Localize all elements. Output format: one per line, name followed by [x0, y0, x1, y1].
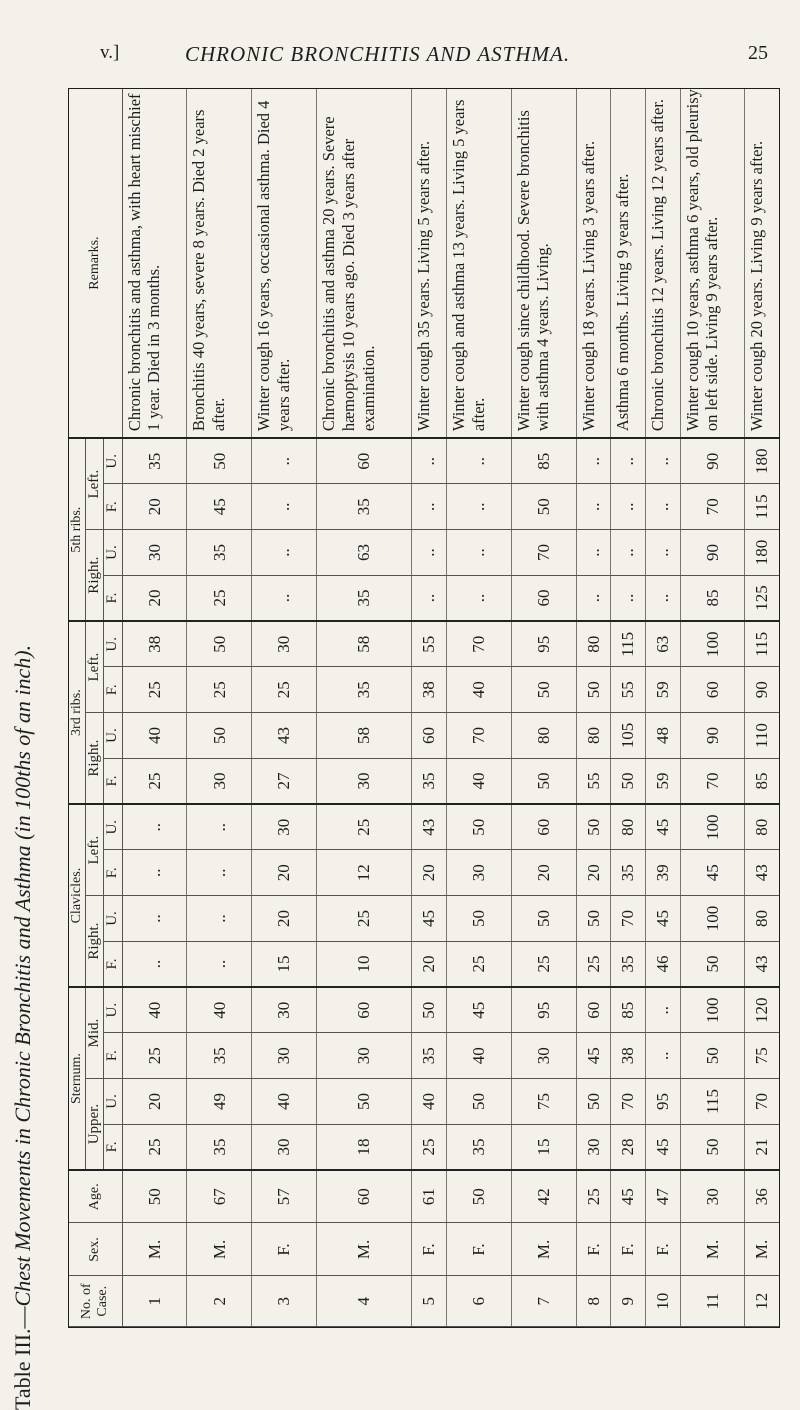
table-cell: 40: [446, 758, 511, 804]
table-row: [446, 89, 511, 1327]
table-cell: 95: [645, 1079, 680, 1125]
table-cell: ..: [252, 530, 317, 576]
hdr-f: F.: [104, 667, 122, 713]
table-cell: 70: [511, 530, 576, 576]
table-cell: ..: [122, 850, 187, 896]
table-cell: 20: [252, 850, 317, 896]
table-cell: 60: [317, 1170, 412, 1223]
table-cell: 38: [412, 667, 447, 713]
table-cell: ..: [645, 438, 680, 484]
group-5th-ribs: 5th ribs.: [69, 438, 86, 621]
table-cell: 50: [122, 1170, 187, 1223]
table-cell: F.: [576, 1223, 611, 1276]
group-sternum: Sternum.: [69, 987, 86, 1170]
table-cell: 50: [187, 438, 252, 484]
table-cell: 105: [611, 713, 646, 759]
table-cell: 2: [187, 1276, 252, 1327]
table-container: [68, 88, 780, 1328]
table-cell: ..: [187, 941, 252, 987]
table-cell: M.: [745, 1223, 779, 1276]
table-cell: 60: [511, 575, 576, 621]
table-cell: 59: [645, 667, 680, 713]
table-cell: 50: [511, 758, 576, 804]
table-row: [745, 89, 779, 1327]
table-cell: ..: [412, 575, 447, 621]
table-row: [680, 89, 745, 1327]
table-cell: 60: [412, 713, 447, 759]
table-cell: F.: [611, 1223, 646, 1276]
table-cell: 45: [645, 804, 680, 850]
table-cell: 1: [122, 1276, 187, 1327]
table-cell: 30: [446, 850, 511, 896]
table-cell: 85: [680, 575, 745, 621]
table-cell: 6: [446, 1276, 511, 1327]
caption-title: Chest Movements in Chronic Bronchitis and Asthma: [10, 845, 35, 1307]
table-cell: 25: [122, 667, 187, 713]
table-cell: ..: [645, 987, 680, 1033]
table-cell: 35: [446, 1124, 511, 1170]
table-cell: 35: [122, 438, 187, 484]
table-cell: 61: [412, 1170, 447, 1223]
sub-rib3-right: Right.: [86, 713, 104, 804]
table-cell: 50: [576, 1079, 611, 1125]
table-cell: 46: [645, 941, 680, 987]
remarks-cell: Chronic bronchitis and asthma, with heart mischief 1 year. Died in 3 months.: [122, 89, 187, 438]
table-cell: ..: [446, 438, 511, 484]
table-cell: 35: [412, 1033, 447, 1079]
table-cell: 12: [317, 850, 412, 896]
table-cell: 180: [745, 530, 779, 576]
table-cell: 30: [680, 1170, 745, 1223]
table-cell: 10: [645, 1276, 680, 1327]
table-cell: ..: [645, 530, 680, 576]
remarks-cell: Winter cough since childhood. Severe bronchitis with asthma 4 years. Living.: [511, 89, 576, 438]
table-cell: 25: [446, 941, 511, 987]
table-cell: 95: [511, 621, 576, 667]
table-cell: ..: [446, 484, 511, 530]
table-cell: 80: [745, 896, 779, 942]
hdr-f: F.: [104, 575, 122, 621]
table-body: [122, 89, 779, 1327]
group-clavicles: Clavicles.: [69, 804, 86, 987]
table-cell: 70: [446, 713, 511, 759]
sub-clav-left: Left.: [86, 804, 104, 896]
table-cell: 50: [412, 987, 447, 1033]
remarks-cell: Winter cough 10 years, asthma 6 years, old pleurisy on left side. Living 9 years after.: [680, 89, 745, 438]
table-cell: F.: [252, 1223, 317, 1276]
table-cell: 8: [576, 1276, 611, 1327]
table-cell: 5: [412, 1276, 447, 1327]
table-cell: 115: [611, 621, 646, 667]
table-cell: 28: [611, 1124, 646, 1170]
table-cell: 60: [576, 987, 611, 1033]
table-cell: 55: [412, 621, 447, 667]
table-cell: 25: [122, 1033, 187, 1079]
sub-rib3-left: Left.: [86, 621, 104, 713]
table-cell: 30: [252, 1124, 317, 1170]
table-cell: 25: [576, 941, 611, 987]
table-cell: 35: [317, 575, 412, 621]
table-cell: 80: [611, 804, 646, 850]
table-cell: 57: [252, 1170, 317, 1223]
table-cell: ..: [576, 438, 611, 484]
table-cell: 50: [680, 1124, 745, 1170]
table-cell: 60: [511, 804, 576, 850]
table-cell: 25: [122, 758, 187, 804]
table-cell: 70: [745, 1079, 779, 1125]
table-cell: 40: [187, 987, 252, 1033]
table-cell: 48: [645, 713, 680, 759]
table-cell: ..: [187, 850, 252, 896]
hdr-f: F.: [104, 1124, 122, 1170]
table-row: [412, 89, 447, 1327]
hdr-u: U.: [104, 987, 122, 1033]
sub-rib5-left: Left.: [86, 438, 104, 529]
table-cell: 39: [645, 850, 680, 896]
table-cell: 11: [680, 1276, 745, 1327]
table-cell: ..: [645, 575, 680, 621]
table-cell: 43: [745, 941, 779, 987]
table-cell: ..: [611, 438, 646, 484]
caption-suffix: (in 100ths of an inch).: [10, 644, 35, 840]
table-cell: 25: [187, 667, 252, 713]
table-cell: F.: [446, 1223, 511, 1276]
table-cell: 47: [645, 1170, 680, 1223]
table-cell: ..: [412, 484, 447, 530]
remarks-cell: Bronchitis 40 years, severe 8 years. Died 2 years after.: [187, 89, 252, 438]
table-cell: 115: [745, 621, 779, 667]
table-cell: 60: [680, 667, 745, 713]
table-cell: 80: [576, 621, 611, 667]
table-cell: 45: [680, 850, 745, 896]
hdr-f: F.: [104, 484, 122, 530]
col-sex: Sex.: [69, 1223, 122, 1276]
remarks-cell: Winter cough 18 years. Living 3 years after.: [576, 89, 611, 438]
table-cell: 55: [576, 758, 611, 804]
remarks-cell: Winter cough 35 years. Living 5 years after.: [412, 89, 447, 438]
table-cell: 90: [745, 667, 779, 713]
table-cell: 20: [122, 484, 187, 530]
col-age: Age.: [69, 1170, 122, 1223]
table-row: [645, 89, 680, 1327]
table-cell: 30: [511, 1033, 576, 1079]
table-cell: ..: [412, 438, 447, 484]
table-cell: 50: [511, 667, 576, 713]
hdr-u: U.: [104, 621, 122, 667]
table-cell: 21: [745, 1124, 779, 1170]
table-cell: 70: [680, 484, 745, 530]
table-cell: 43: [745, 850, 779, 896]
table-cell: 45: [645, 896, 680, 942]
table-cell: 40: [252, 1079, 317, 1125]
table-cell: 50: [446, 804, 511, 850]
table-row: [611, 89, 646, 1327]
table-cell: 35: [187, 530, 252, 576]
sub-mid: Mid.: [86, 987, 104, 1078]
table-cell: 49: [187, 1079, 252, 1125]
table-cell: ..: [576, 484, 611, 530]
table-cell: 25: [576, 1170, 611, 1223]
table-cell: 100: [680, 621, 745, 667]
table-cell: 50: [511, 484, 576, 530]
table-cell: 35: [317, 484, 412, 530]
table-cell: 35: [611, 850, 646, 896]
hdr-f: F.: [104, 941, 122, 987]
hdr-f: F.: [104, 850, 122, 896]
table-cell: 50: [680, 1033, 745, 1079]
table-cell: F.: [412, 1223, 447, 1276]
remarks-cell: Winter cough 16 years, occasional asthma. Died 4 years after.: [252, 89, 317, 438]
table-cell: F.: [645, 1223, 680, 1276]
hdr-f: F.: [104, 758, 122, 804]
table-cell: 36: [745, 1170, 779, 1223]
table-cell: 60: [317, 438, 412, 484]
hdr-u: U.: [104, 804, 122, 850]
remarks-cell: Asthma 6 months. Living 9 years after.: [611, 89, 646, 438]
hdr-u: U.: [104, 438, 122, 484]
table-cell: 25: [412, 1124, 447, 1170]
table-cell: 35: [187, 1033, 252, 1079]
table-cell: 115: [745, 484, 779, 530]
table-cell: 18: [317, 1124, 412, 1170]
table-cell: 20: [511, 850, 576, 896]
table-cell: 27: [252, 758, 317, 804]
table-cell: 85: [611, 987, 646, 1033]
table-cell: 20: [412, 850, 447, 896]
table-cell: ..: [611, 484, 646, 530]
table-cell: M.: [317, 1223, 412, 1276]
table-cell: 50: [611, 758, 646, 804]
table-cell: 45: [412, 896, 447, 942]
table-cell: 75: [745, 1033, 779, 1079]
table-cell: 30: [252, 1033, 317, 1079]
table-cell: ..: [122, 896, 187, 942]
sub-clav-right: Right.: [86, 896, 104, 987]
table-cell: 25: [122, 1124, 187, 1170]
table-cell: 7: [511, 1276, 576, 1327]
table-cell: 50: [317, 1079, 412, 1125]
table-cell: 90: [680, 713, 745, 759]
table-cell: 50: [187, 713, 252, 759]
table-cell: 180: [745, 438, 779, 484]
hdr-f: F.: [104, 1033, 122, 1079]
table-cell: 90: [680, 530, 745, 576]
table-cell: 95: [511, 987, 576, 1033]
table-cell: 30: [122, 530, 187, 576]
table-cell: M.: [122, 1223, 187, 1276]
remarks-cell: Chronic bronchitis and asthma 20 years. Severe hæmoptysis 10 years ago. Died 3 years after examination.: [317, 89, 412, 438]
table-cell: 50: [446, 1170, 511, 1223]
table-cell: 120: [745, 987, 779, 1033]
table-cell: ..: [611, 575, 646, 621]
table-cell: 75: [511, 1079, 576, 1125]
table-cell: 50: [446, 896, 511, 942]
table-cell: 20: [576, 850, 611, 896]
chapter-number: v.]: [100, 42, 120, 63]
col-remarks: Remarks.: [69, 89, 122, 438]
table-cell: 25: [511, 941, 576, 987]
table-cell: 10: [317, 941, 412, 987]
hdr-u: U.: [104, 1079, 122, 1125]
table-cell: ..: [446, 575, 511, 621]
table-cell: 70: [611, 1079, 646, 1125]
table-cell: 40: [446, 667, 511, 713]
table-cell: 40: [412, 1079, 447, 1125]
page-number: 25: [748, 42, 768, 64]
table-cell: 12: [745, 1276, 779, 1327]
table-cell: 15: [252, 941, 317, 987]
table-row: [122, 89, 187, 1327]
table-cell: 100: [680, 987, 745, 1033]
table-cell: 115: [680, 1079, 745, 1125]
table-cell: 40: [122, 987, 187, 1033]
table-cell: 110: [745, 713, 779, 759]
table-cell: 45: [576, 1033, 611, 1079]
group-3rd-ribs: 3rd ribs.: [69, 621, 86, 804]
col-no-of-case: No. of Case.: [69, 1276, 122, 1327]
table-cell: 70: [446, 621, 511, 667]
table-cell: ..: [252, 438, 317, 484]
table-cell: M.: [511, 1223, 576, 1276]
table-cell: 90: [680, 438, 745, 484]
table-row: [511, 89, 576, 1327]
hdr-u: U.: [104, 530, 122, 576]
table-cell: 20: [412, 941, 447, 987]
table-cell: 30: [252, 804, 317, 850]
table-cell: 4: [317, 1276, 412, 1327]
table-cell: 45: [611, 1170, 646, 1223]
table-cell: 55: [611, 667, 646, 713]
table-cell: 50: [446, 1079, 511, 1125]
table-cell: 25: [252, 667, 317, 713]
table-cell: 30: [317, 758, 412, 804]
table-cell: ..: [412, 530, 447, 576]
table-cell: 70: [611, 896, 646, 942]
sub-rib5-right: Right.: [86, 530, 104, 621]
table-cell: 15: [511, 1124, 576, 1170]
hdr-u: U.: [104, 896, 122, 942]
table-cell: ..: [576, 530, 611, 576]
table-cell: 50: [187, 621, 252, 667]
table-cell: 30: [252, 987, 317, 1033]
table-cell: 20: [122, 1079, 187, 1125]
table-cell: 9: [611, 1276, 646, 1327]
table-cell: 58: [317, 713, 412, 759]
table-cell: 45: [645, 1124, 680, 1170]
table-cell: 30: [317, 1033, 412, 1079]
table-cell: 45: [187, 484, 252, 530]
table-cell: 20: [122, 575, 187, 621]
data-table: [68, 88, 780, 1328]
table-cell: 3: [252, 1276, 317, 1327]
table-cell: 35: [412, 758, 447, 804]
table-cell: 63: [317, 530, 412, 576]
table-cell: 20: [252, 896, 317, 942]
table-cell: 50: [576, 667, 611, 713]
table-cell: 60: [317, 987, 412, 1033]
table-cell: ..: [187, 804, 252, 850]
caption-prefix: Table III.—: [10, 1306, 35, 1410]
table-cell: 50: [576, 896, 611, 942]
running-title: CHRONIC BRONCHITIS AND ASTHMA.: [185, 42, 571, 66]
table-cell: 63: [645, 621, 680, 667]
table-cell: 80: [576, 713, 611, 759]
table-cell: 100: [680, 896, 745, 942]
table-cell: 80: [511, 713, 576, 759]
table-cell: ..: [576, 575, 611, 621]
table-row: [187, 89, 252, 1327]
table-cell: 100: [680, 804, 745, 850]
table-row: [576, 89, 611, 1327]
table-cell: 43: [412, 804, 447, 850]
hdr-u: U.: [104, 713, 122, 759]
table-cell: ..: [122, 804, 187, 850]
table-cell: 70: [680, 758, 745, 804]
table-cell: 85: [511, 438, 576, 484]
remarks-cell: Winter cough 20 years. Living 9 years after.: [745, 89, 779, 438]
table-cell: 40: [122, 713, 187, 759]
table-cell: 43: [252, 713, 317, 759]
table-cell: 80: [745, 804, 779, 850]
table-cell: 25: [317, 804, 412, 850]
table-cell: 30: [187, 758, 252, 804]
table-cell: 35: [317, 667, 412, 713]
remarks-cell: Winter cough and asthma 13 years. Living 5 years after.: [446, 89, 511, 438]
table-cell: ..: [611, 530, 646, 576]
table-row: [252, 89, 317, 1327]
table-cell: ..: [446, 530, 511, 576]
table-row: [317, 89, 412, 1327]
table-caption: [0, 80, 50, 1410]
table-cell: 59: [645, 758, 680, 804]
table-cell: 40: [446, 1033, 511, 1079]
table-cell: 25: [187, 575, 252, 621]
table-cell: ..: [252, 575, 317, 621]
table-cell: 85: [745, 758, 779, 804]
table-cell: 35: [187, 1124, 252, 1170]
page-header: [0, 0, 800, 80]
table-cell: M.: [680, 1223, 745, 1276]
table-cell: ..: [645, 484, 680, 530]
remarks-cell: Chronic bronchitis 12 years. Living 12 years after.: [645, 89, 680, 438]
table-cell: 38: [611, 1033, 646, 1079]
table-cell: 25: [317, 896, 412, 942]
table-cell: 50: [511, 896, 576, 942]
sub-upper: Upper.: [86, 1079, 104, 1170]
table-cell: 38: [122, 621, 187, 667]
table-cell: M.: [187, 1223, 252, 1276]
table-cell: 58: [317, 621, 412, 667]
table-cell: 125: [745, 575, 779, 621]
table-cell: ..: [645, 1033, 680, 1079]
table-cell: 50: [576, 804, 611, 850]
table-cell: 42: [511, 1170, 576, 1223]
table-cell: 30: [252, 621, 317, 667]
table-cell: 67: [187, 1170, 252, 1223]
table-cell: 45: [446, 987, 511, 1033]
table-cell: ..: [122, 941, 187, 987]
table-cell: 50: [680, 941, 745, 987]
table-cell: 30: [576, 1124, 611, 1170]
table-cell: 35: [611, 941, 646, 987]
table-cell: ..: [187, 896, 252, 942]
table-cell: ..: [252, 484, 317, 530]
